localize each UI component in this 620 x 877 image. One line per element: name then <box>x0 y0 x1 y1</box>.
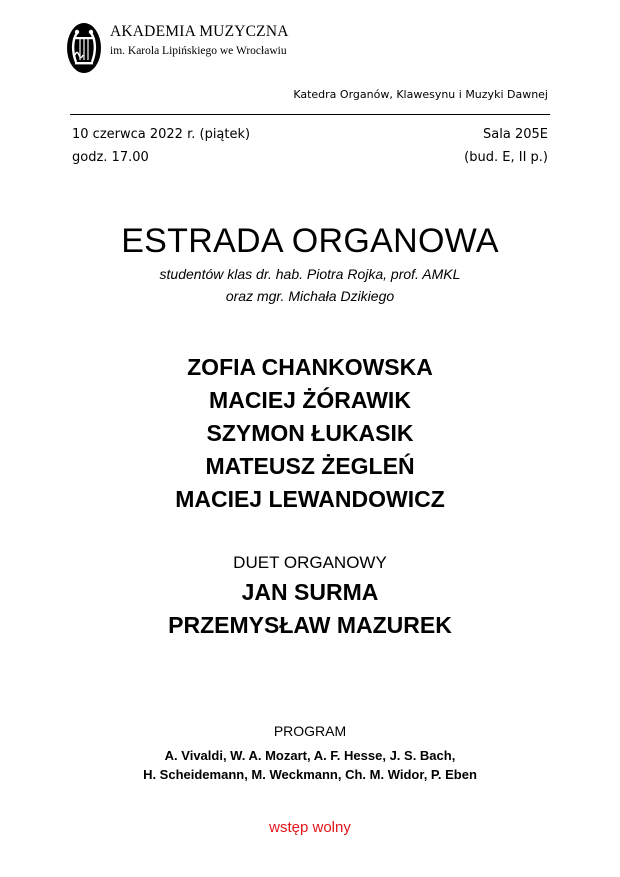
duet-label: DUET ORGANOWY <box>233 553 387 572</box>
performer-name: ZOFIA CHANKOWSKA <box>187 354 433 380</box>
performer-name: SZYMON ŁUKASIK <box>206 420 414 446</box>
department-name: Katedra Organów, Klawesynu i Muzyki Dawnej <box>293 88 548 101</box>
entry-note: wstęp wolny <box>269 819 351 836</box>
page-title: ESTRADA ORGANOWA <box>121 222 499 260</box>
composer-line: A. Vivaldi, W. A. Mozart, A. F. Hesse, J. S. Bach, <box>164 748 456 763</box>
performer-name: MACIEJ ŻÓRAWIK <box>209 387 411 413</box>
duet-member: PRZEMYSŁAW MAZUREK <box>168 612 452 638</box>
subtitle-line: studentów klas dr. hab. Piotra Rojka, prof. AMKL <box>159 266 461 282</box>
subtitle-line: oraz mgr. Michała Dzikiego <box>225 288 395 304</box>
performer-name: MACIEJ LEWANDOWICZ <box>175 486 445 512</box>
institution-name: AKADEMIA MUZYCZNA <box>110 23 289 40</box>
event-room: Sala 205E <box>483 127 548 142</box>
lyre-icon <box>66 22 102 74</box>
program-label: PROGRAM <box>273 723 347 739</box>
institution-subtitle: im. Karola Lipińskiego we Wrocławiu <box>110 44 287 57</box>
institution-block <box>110 24 289 57</box>
performer-name: MATEUSZ ŻEGLEŃ <box>205 453 415 479</box>
duet-member: JAN SURMA <box>241 579 379 605</box>
header-divider <box>70 114 550 115</box>
composer-line: H. Scheidemann, M. Weckmann, Ch. M. Widor, P. Eben <box>143 767 477 782</box>
event-building: (bud. E, II p.) <box>464 150 548 165</box>
event-date: 10 czerwca 2022 r. (piątek) <box>72 127 251 142</box>
event-time: godz. 17.00 <box>72 150 149 165</box>
